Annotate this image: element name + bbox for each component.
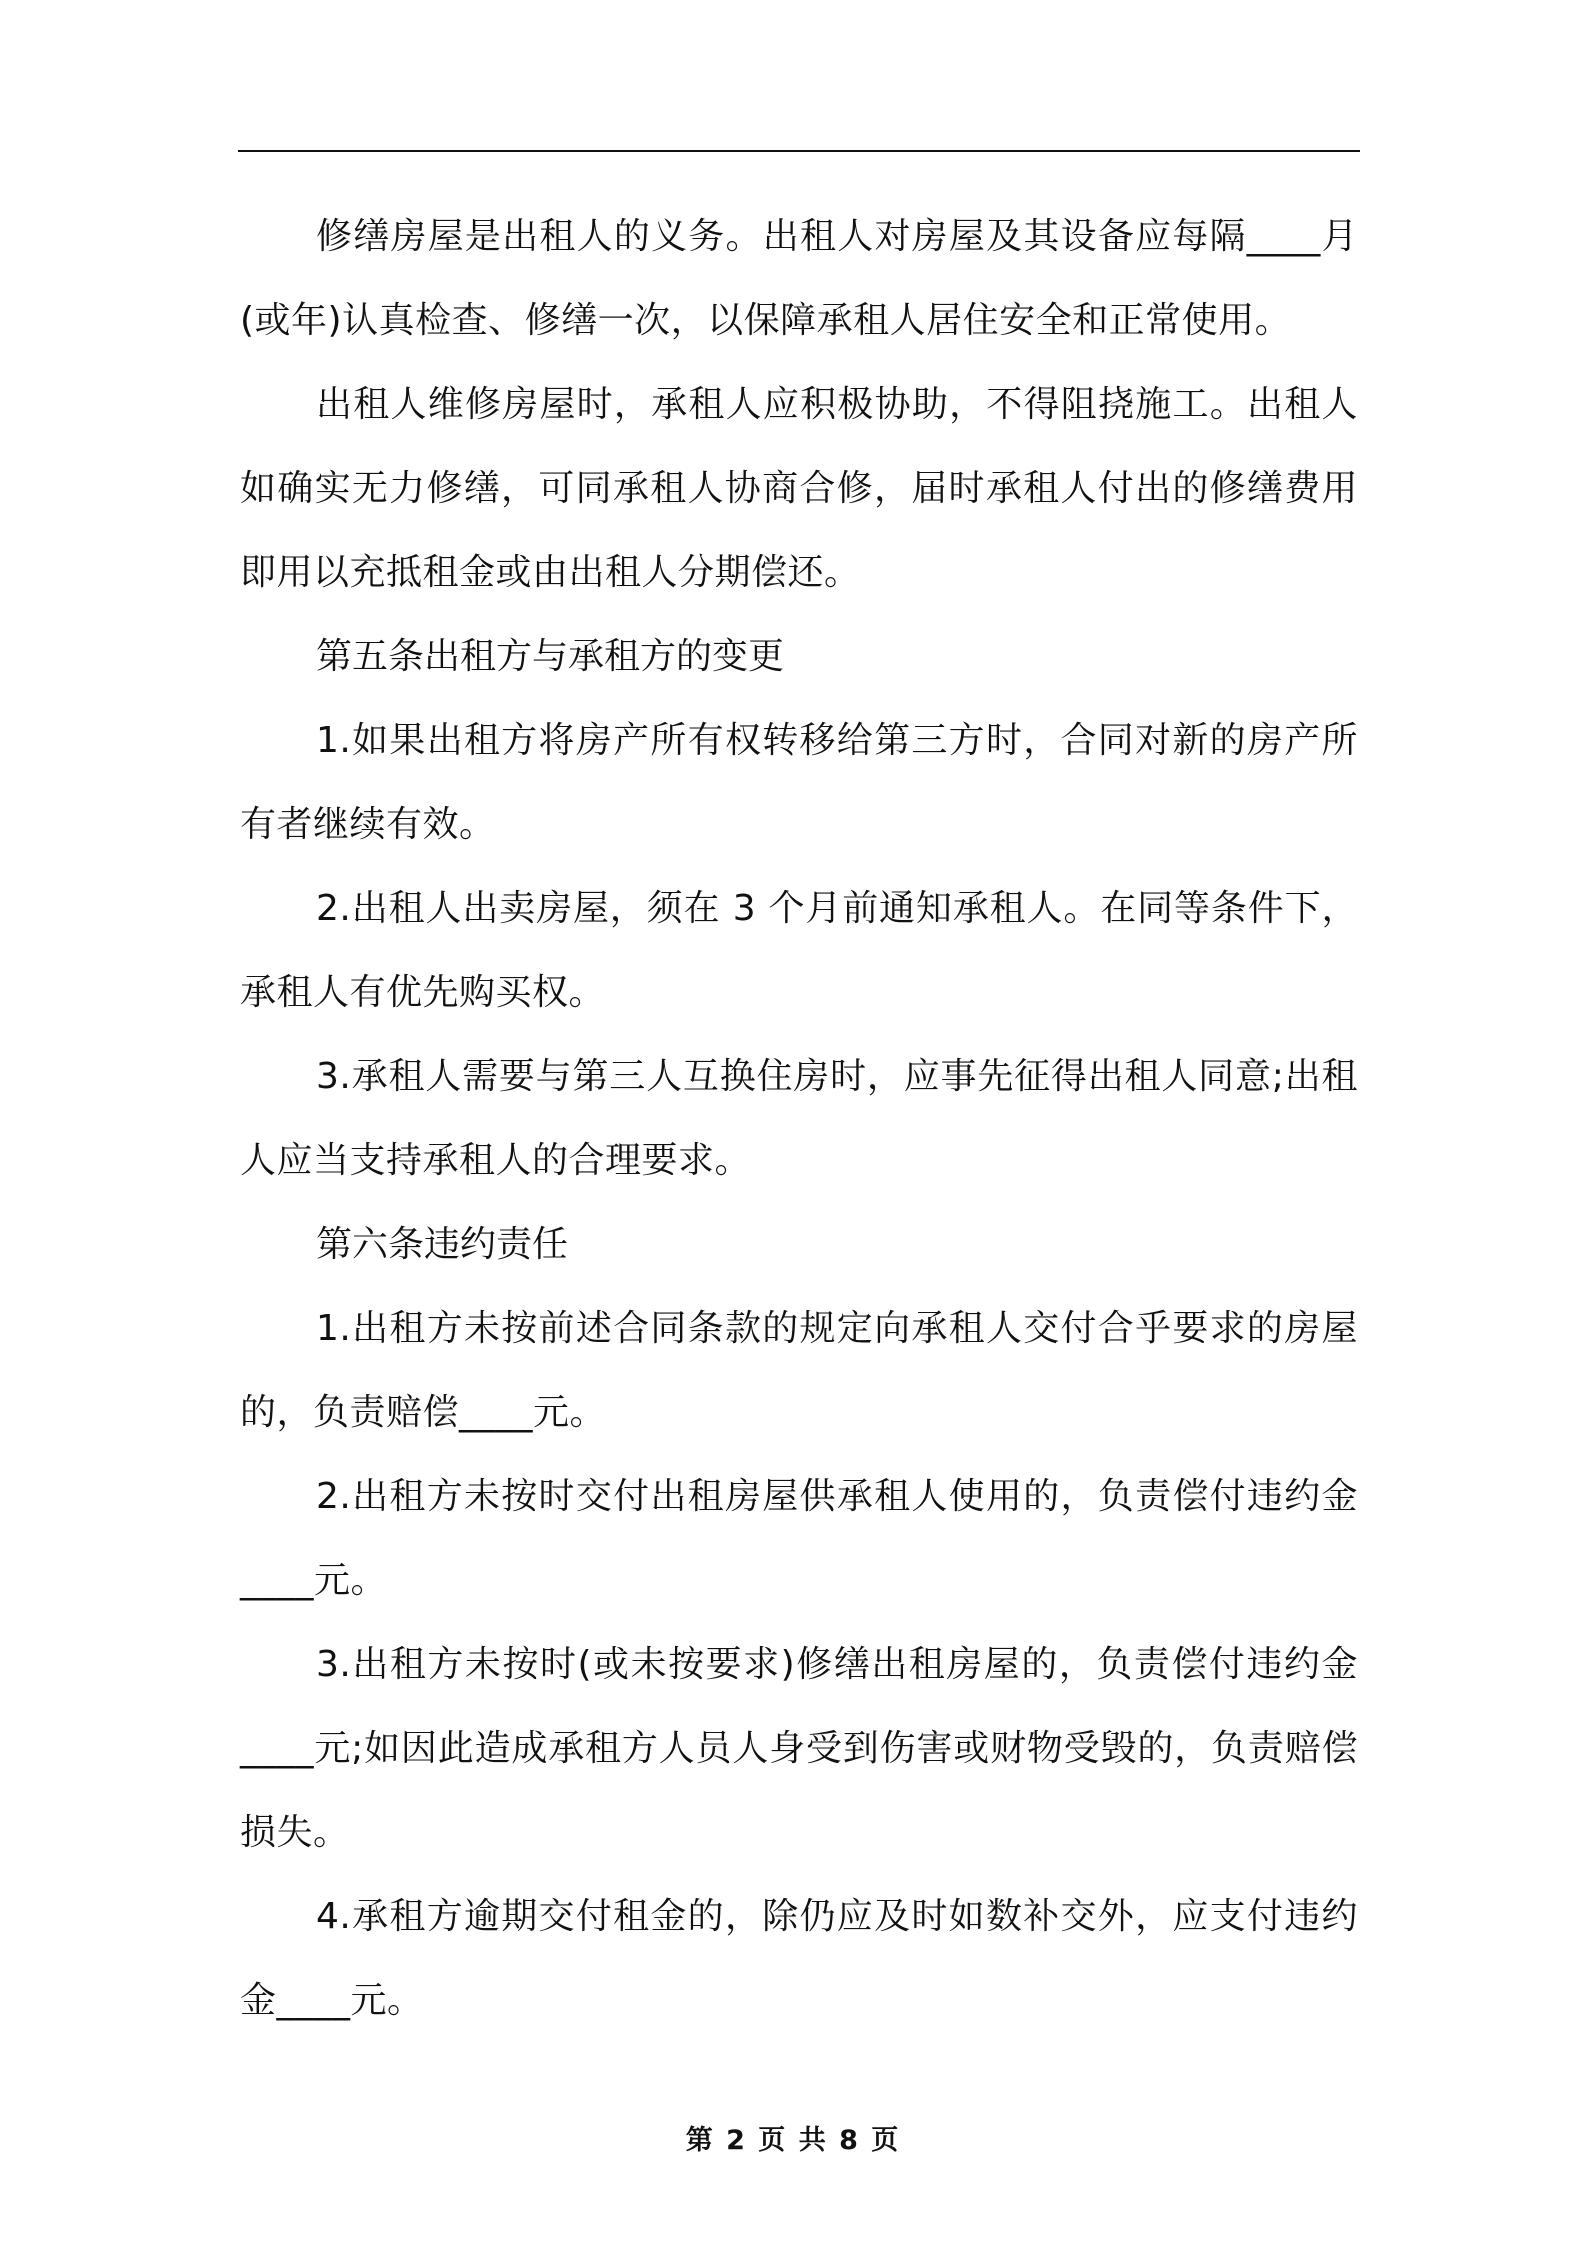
clause-6-3: 3.出租方未按时(或未按要求)修缮出租房屋的，负责偿付违约金____元;如因此造成承租方人员人身受到伤害或财物受毁的，负责赔偿损失。 (240, 1644, 1358, 1853)
paragraph-repair-cooperation: 出租人维修房屋时，承租人应积极协助，不得阻挠施工。出租人如确实无力修缮，可同承租人协商合修，届时承租人付出的修缮费用即用以充抵租金或由出租人分期偿还。 (240, 384, 1358, 593)
header-rule (238, 150, 1360, 152)
clause-6-2: 2.出租方未按时交付出租房屋供承租人使用的，负责偿付违约金____元。 (240, 1476, 1358, 1601)
paragraph-repair-duty: 修缮房屋是出租人的义务。出租人对房屋及其设备应每隔____月(或年)认真检查、修缮一次，以保障承租人居住安全和正常使用。 (240, 216, 1358, 341)
clause-5-3: 3.承租人需要与第三人互换住房时，应事先征得出租人同意;出租人应当支持承租人的合理要求。 (240, 1056, 1358, 1181)
clause-5-2: 2.出租人出卖房屋，须在 3 个月前通知承租人。在同等条件下，承租人有优先购买权。 (240, 888, 1358, 1013)
clause-5-1: 1.如果出租方将房产所有权转移给第三方时，合同对新的房产所有者继续有效。 (240, 720, 1358, 845)
clause-6-1: 1.出租方未按前述合同条款的规定向承租人交付合乎要求的房屋的，负责赔偿____元。 (240, 1308, 1358, 1433)
clause-6-4: 4.承租方逾期交付租金的，除仍应及时如数补交外，应支付违约金____元。 (240, 1896, 1358, 2021)
section-heading-article-6: 第六条违约责任 (316, 1224, 569, 1265)
section-heading-article-5: 第五条出租方与承租方的变更 (316, 636, 785, 677)
page-number-footer: 第 2 页 共 8 页 (685, 2125, 901, 2156)
document-body (240, 195, 1358, 2043)
